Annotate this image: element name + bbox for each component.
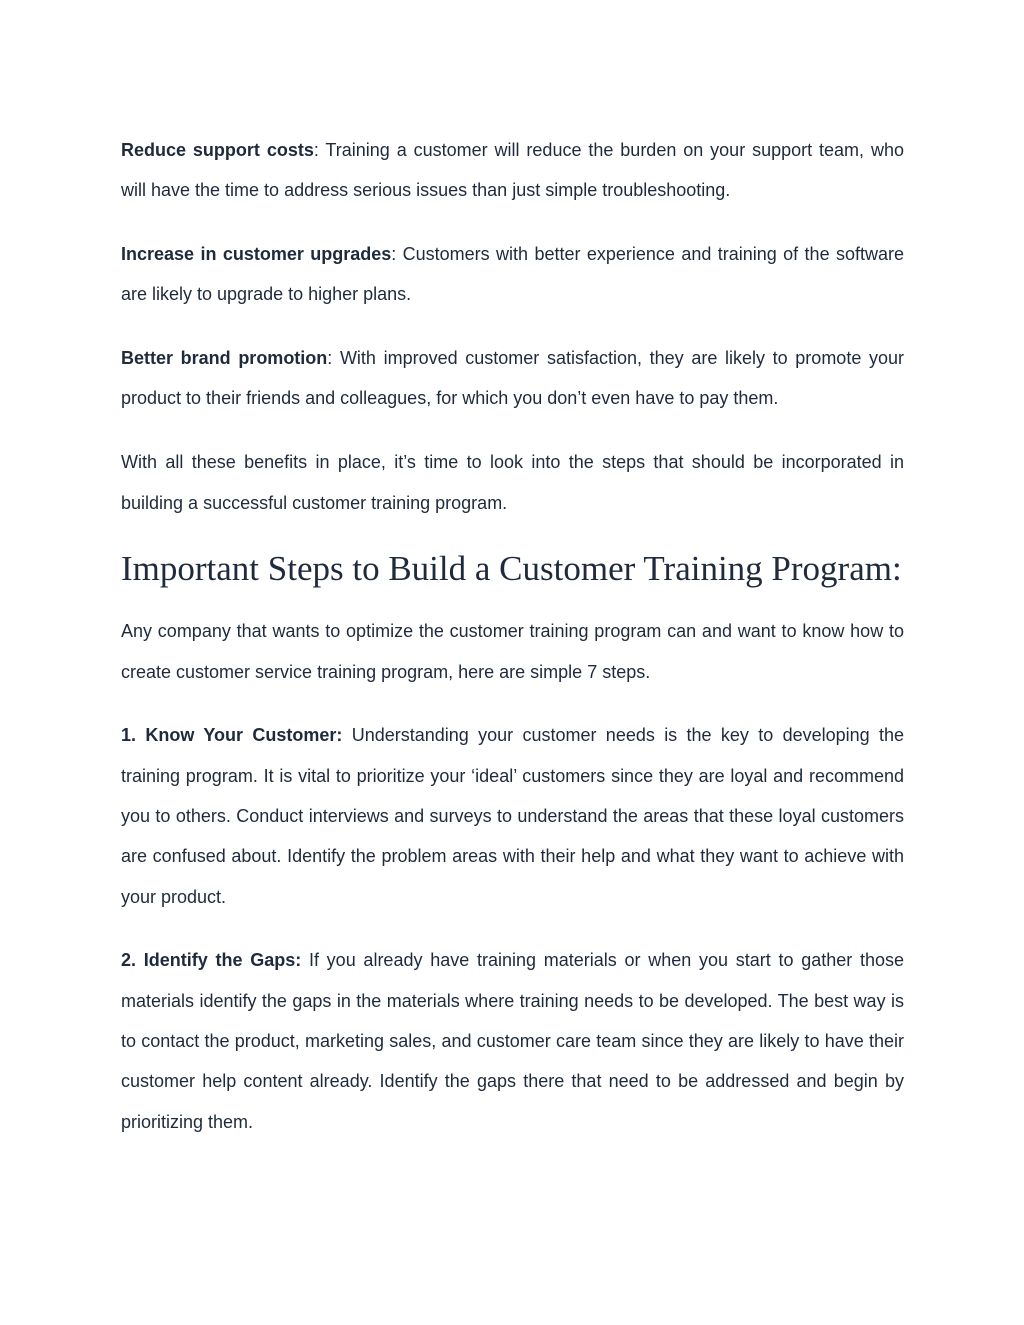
paragraph-lead: Increase in customer upgrades — [121, 244, 392, 265]
paragraph-text: : With improved customer satisfaction, they are likely to promote your product to their friends and colleagues, for which you don’t even have to pay them. — [121, 348, 904, 409]
paragraph-text: If you already have training materials or when you start to gather those materials identify the gaps in the materials where training needs to be developed. The best way is to contact the product, marketing sales, and customer care team since they are likely to have their customer help content already. Identify the gaps there that need to be addressed and begin by prioritizing them. — [121, 950, 904, 1132]
document-page — [121, 130, 904, 1165]
paragraph-lead: 1. Know Your Customer: — [121, 725, 343, 746]
paragraph-text: Understanding your customer needs is the key to developing the training program. It is vital to prioritize your ‘ideal’ customers since they are loyal and recommend you to others. Conduct interviews and surveys to understand the areas that these loyal customers are confused about. Identify the problem areas with their help and what they want to achieve with your product. — [121, 725, 904, 907]
paragraph-text: : Customers with better experience and training of the software are likely to upgrade to higher plans. — [121, 244, 904, 305]
section-heading: Important Steps to Build a Customer Training Program: — [121, 549, 902, 589]
paragraph-lead: Better brand promotion — [121, 348, 328, 369]
paragraph-lead: 2. Identify the Gaps: — [121, 950, 302, 971]
paragraph-brand-promotion — [121, 338, 904, 419]
paragraph-intro — [121, 611, 904, 692]
paragraph-benefits-summary — [121, 442, 904, 523]
paragraph-lead: Reduce support costs — [121, 140, 314, 160]
paragraph-customer-upgrades — [121, 234, 904, 315]
paragraph-text: With all these benefits in place, it’s time to look into the steps that should be incorporated in building a successful customer training program. — [121, 452, 904, 513]
paragraph-reduce-support-costs — [121, 130, 904, 211]
paragraph-text: : Training a customer will reduce the burden on your support team, who will have the time to address serious issues than just simple troubleshooting. — [121, 140, 904, 201]
paragraph-step-1 — [121, 715, 904, 916]
paragraph-step-2 — [121, 940, 904, 1141]
paragraph-text: Any company that wants to optimize the customer training program can and want to know how to create customer service training program, here are simple 7 steps. — [121, 621, 904, 682]
